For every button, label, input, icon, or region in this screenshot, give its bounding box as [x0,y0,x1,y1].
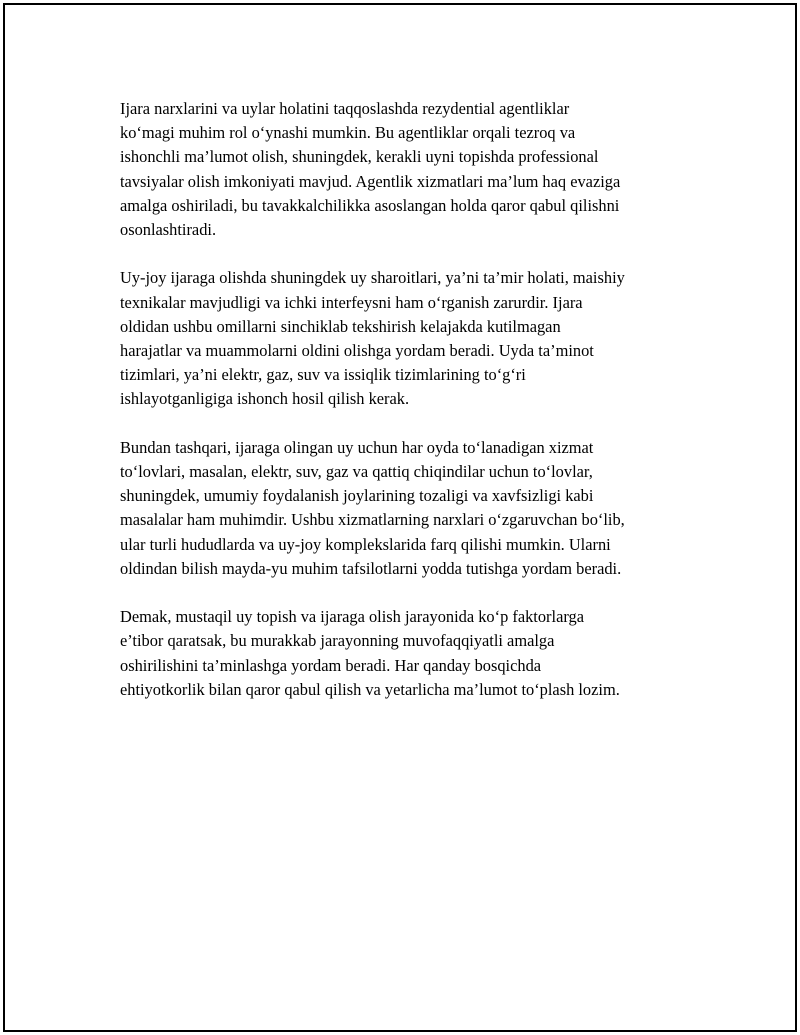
text-line: ehtiyotkorlik bilan qaror qabul qilish va yetarlicha ma’lumot to‘plash lozim. [120,679,620,699]
paragraph-2 [120,266,700,411]
text-line: to‘lovlari, masalan, elektr, suv, gaz va qattiq chiqindilar uchun to‘lovlar, [120,462,593,482]
text-line: Uy-joy ijaraga olishda shuningdek uy sharoitlari, ya’ni ta’mir holati, maishiy [120,268,625,288]
text-line: masalalar ham muhimdir. Ushbu xizmatlarning narxlari o‘zgaruvchan bo‘lib, [120,510,625,530]
text-line: e’tibor qaratsak, bu murakkab jarayonning muvofaqqiyatli amalga [120,631,555,651]
text-line: ishonchli ma’lumot olish, shuningdek, kerakli uyni topishda professional [120,147,599,167]
text-line: ular turli hududlarda va uy-joy komplekslarida farq qilishi mumkin. Ularni [120,534,611,554]
text-line: Demak, mustaqil uy topish va ijaraga olish jarayonida ko‘p faktorlarga [120,607,584,627]
document-body [120,97,700,726]
text-line: oldidan ushbu omillarni sinchiklab tekshirish kelajakda kutilmagan [120,316,561,336]
text-line: oshirilishini ta’minlashga yordam beradi. Har qanday bosqichda [120,655,542,675]
document-page [3,3,797,1032]
paragraph-1 [120,97,700,242]
paragraph-3 [120,436,700,581]
text-line: osonlashtiradi. [120,220,217,240]
text-line: Bundan tashqari, ijaraga olingan uy uchun har oyda to‘lanadigan xizmat [120,437,594,457]
text-line: texnikalar mavjudligi va ichki interfeysni ham o‘rganish zarurdir. Ijara [120,292,583,312]
text-line: Ijara narxlarini va uylar holatini taqqoslashda rezydential agentliklar [120,99,570,118]
text-line: harajatlar va muammolarni oldini olishga yordam beradi. Uyda ta’minot [120,341,594,361]
text-line: ishlayotganligiga ishonch hosil qilish kerak. [120,389,410,409]
text-line: oldindan bilish mayda-yu muhim tafsilotlarni yodda tutishga yordam beradi. [120,558,622,578]
text-line: shuningdek, umumiy foydalanish joylarining tozaligi va xavfsizligi kabi [120,486,594,506]
paragraph-4 [120,605,700,702]
text-line: tavsiyalar olish imkoniyati mavjud. Agentlik xizmatlari ma’lum haq evaziga [120,171,621,191]
text-line: ko‘magi muhim rol o‘ynashi mumkin. Bu agentliklar orqali tezroq va [120,123,576,143]
text-line: tizimlari, ya’ni elektr, gaz, suv va issiqlik tizimlarining to‘g‘ri [120,365,526,385]
text-line: amalga oshiriladi, bu tavakkalchilikka asoslangan holda qaror qabul qilishni [120,195,620,215]
